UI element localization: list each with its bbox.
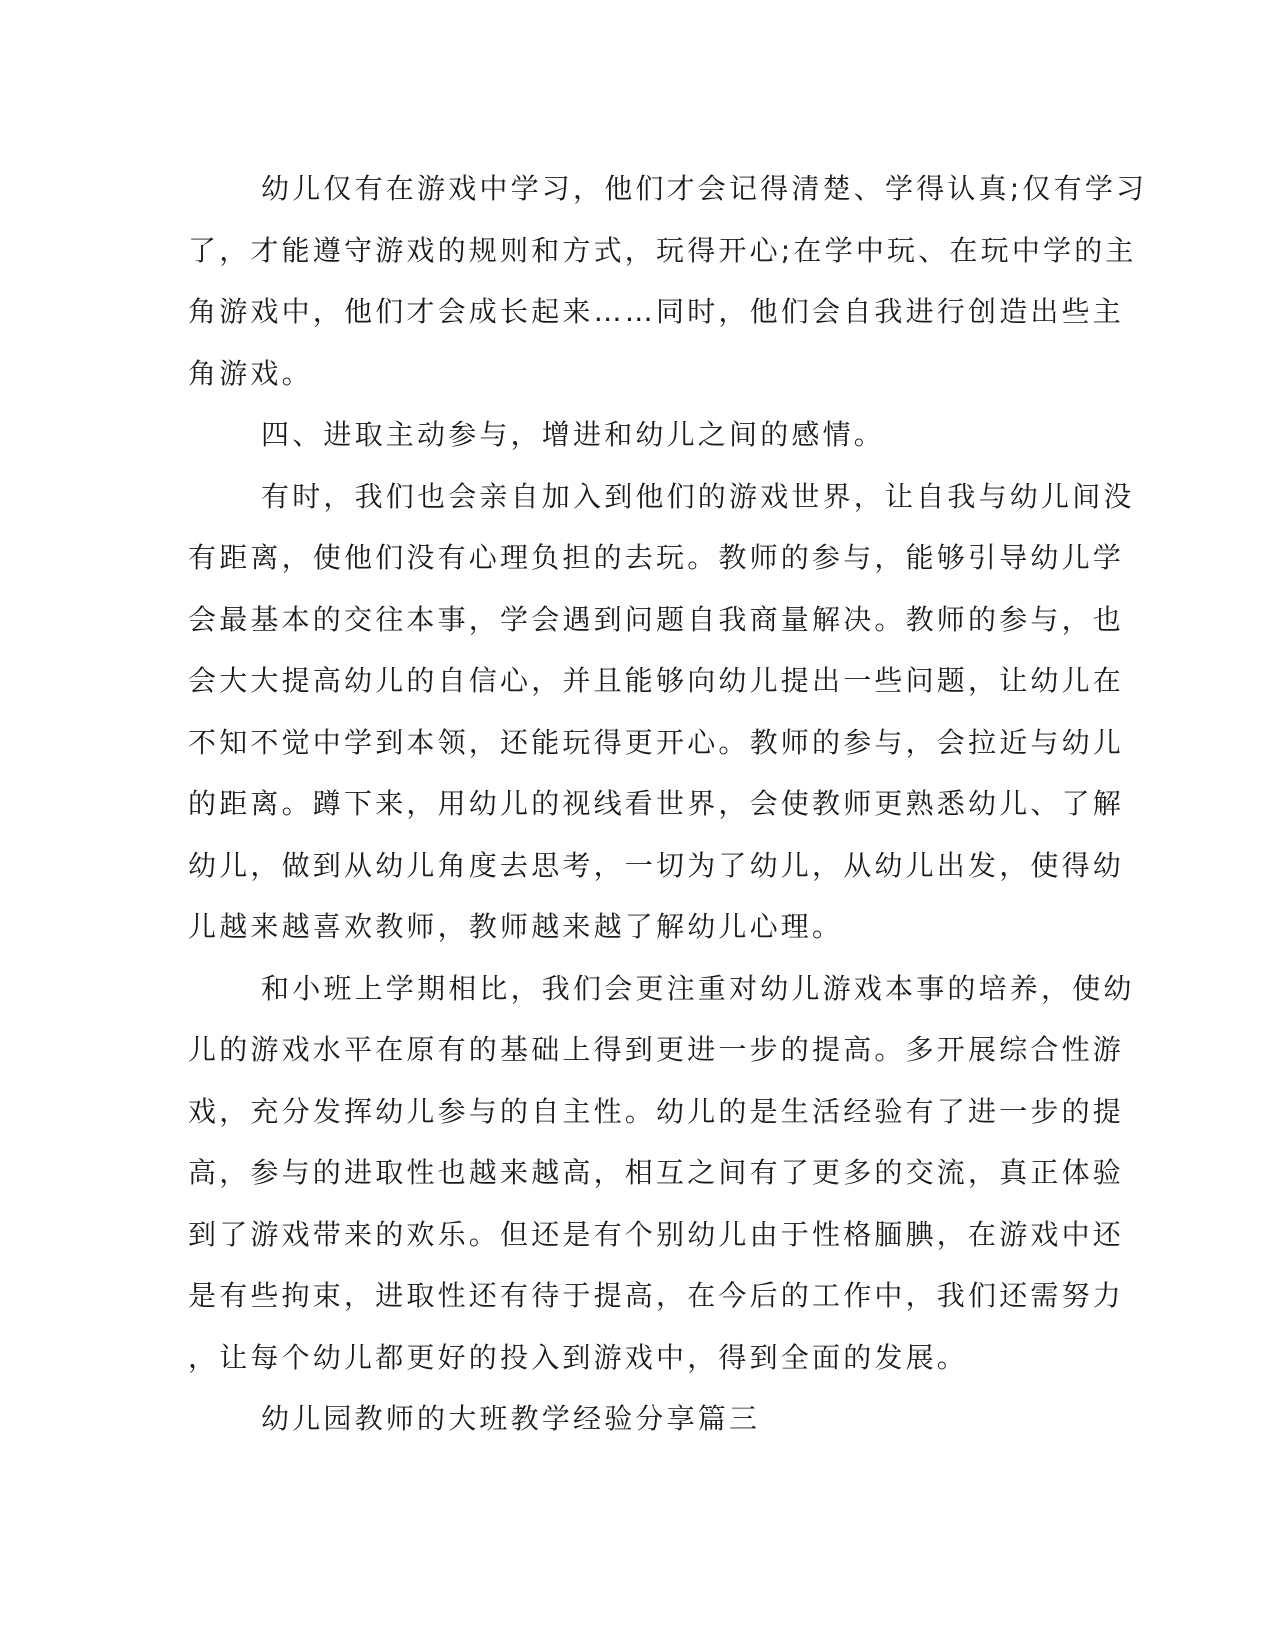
text-line: 的距离。蹲下来，用幼儿的视线看世界，会使教师更熟悉幼儿、了解 <box>188 787 1125 820</box>
text-line: 儿的游戏水平在原有的基础上得到更进一步的提高。多开展综合性游 <box>188 1033 1125 1066</box>
text-line: 角游戏中，他们才会成长起来……同时，他们会自我进行创造出些主 <box>188 295 1125 328</box>
text-line: 儿越来越喜欢教师，教师越来越了解幼儿心理。 <box>188 910 844 943</box>
text-line: 角游戏。 <box>188 356 313 390</box>
document-body <box>188 158 1148 1450</box>
text-line: 会最基本的交往本事，学会遇到问题自我商量解决。教师的参与，也 <box>188 602 1125 636</box>
text-line: 幼儿仅有在游戏中学习，他们才会记得清楚、学得认真;仅有学习 <box>261 172 1148 205</box>
text-line: 幼儿，做到从幼儿角度去思考，一切为了幼儿，从幼儿出发，使得幼 <box>188 848 1125 882</box>
text-line: 会大大提高幼儿的自信心，并且能够向幼儿提出一些问题，让幼儿在 <box>188 664 1125 697</box>
paragraph-3 <box>188 958 1135 1389</box>
text-line: ，让每个幼儿都更好的投入到游戏中，得到全面的发展。 <box>188 1340 969 1374</box>
text-line: 不知不觉中学到本领，还能玩得更开心。教师的参与，会拉近与幼儿 <box>188 725 1125 759</box>
section-heading-4: 四、进取主动参与，增进和幼儿之间的感情。 <box>261 418 886 451</box>
paragraph-1 <box>188 158 1148 404</box>
text-line: 高，参与的进取性也越来越高，相互之间有了更多的交流，真正体验 <box>188 1156 1125 1189</box>
text-line: 有距离，使他们没有心理负担的去玩。教师的参与，能够引导幼儿学 <box>188 541 1125 574</box>
text-line: 有时，我们也会亲自加入到他们的游戏世界，让自我与幼儿间没 <box>261 479 1135 513</box>
section-heading-part-3: 幼儿园教师的大班教学经验分享篇三 <box>261 1402 761 1435</box>
text-line: 了，才能遵守游戏的规则和方式，玩得开心;在学中玩、在玩中学的主 <box>188 233 1137 267</box>
paragraph-2 <box>188 466 1135 958</box>
text-line: 戏，充分发挥幼儿参与的自主性。幼儿的是生活经验有了进一步的提 <box>188 1094 1125 1128</box>
text-line: 到了游戏带来的欢乐。但还是有个别幼儿由于性格腼腆，在游戏中还 <box>188 1217 1125 1251</box>
text-line: 是有些拘束，进取性还有待于提高，在今后的工作中，我们还需努力 <box>188 1279 1125 1312</box>
text-line: 和小班上学期相比，我们会更注重对幼儿游戏本事的培养，使幼 <box>261 971 1135 1005</box>
